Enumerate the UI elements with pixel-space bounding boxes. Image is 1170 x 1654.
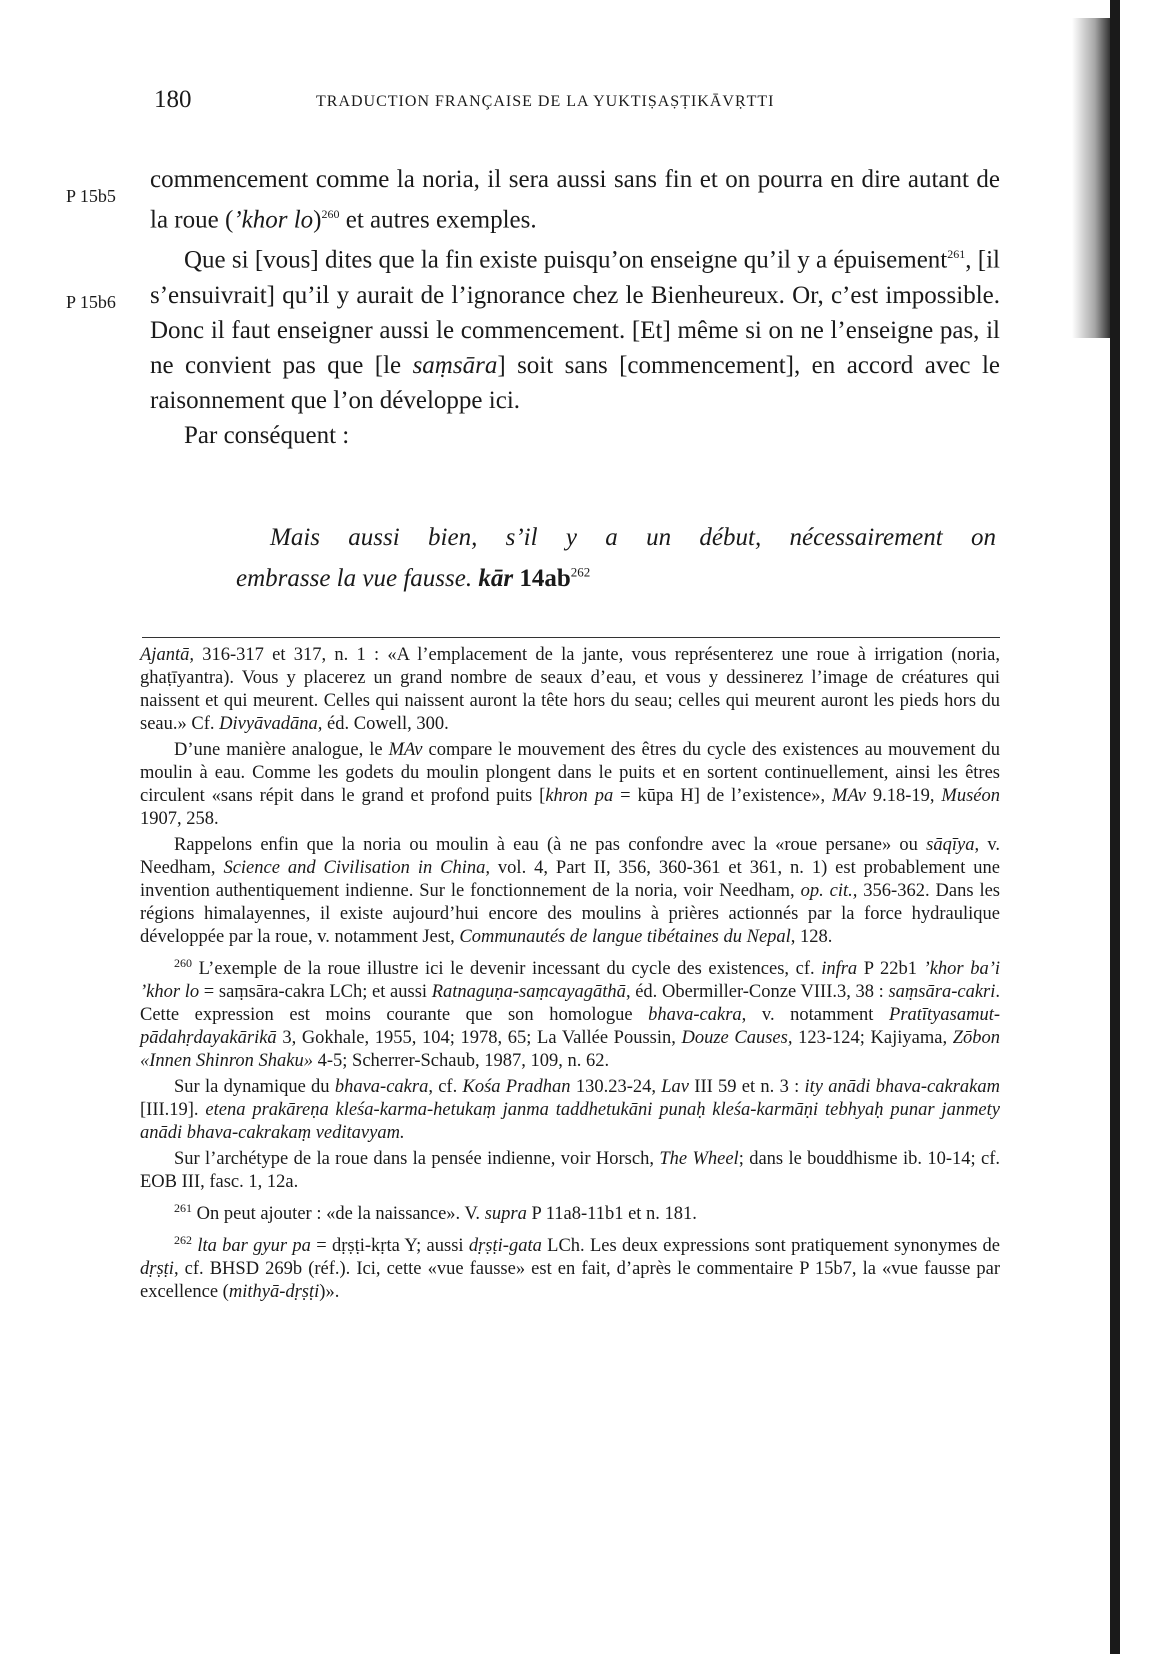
paragraph-3: Par conséquent : [184,421,350,449]
footnote-260: $^{260}$ L’exemple de la roue illustre ici le devenir incessant du cycle des existences, cf. infra P 22b1 ’khor ba’i ’khor lo = saṃsāra-cakra LCh; et aussi Ratnaguṇa-saṃcayagāthā, éd. Obermiller-Conze VIII.3, 38 : saṃsāra-cakri. Cette expression est moins courante que son homologue bhava-cakra, v. notamment Pratītyasamut-pādahṛdayakārikā 3, Gokhale, 1955, 104; 1978, 65; La Vallée Poussin, Douze Causes, 123-124; Kajiyama, Zōbon «Innen Shinron Shaku» 4-5; Scherrer-Schaub, 1987, 109, n. 62. [140,956,1001,1072]
running-title: TRADUCTION FRANÇAISE DE LA YUKTIṢAṢṬIKĀVṚTTI [316,93,775,110]
footnote-ref-260[interactable]: 260 [321,207,340,221]
note-paragraph-bhava-cakra: Sur la dynamique du bhava-cakra, cf. Kośa Pradhan 130.23-24, Lav III 59 et n. 3 : ity anādi bhava-cakrakam [III.19]. etena prakāreṇa kleśa-karma-hetukaṃ janma taddhetukāni punaḥ kleśa-karmāṇi tebhyaḥ punar janmety anādi bhava-cakrakaṃ veditavyam. [140,1077,1000,1144]
footnote-261: $^{261}$ On peut ajouter : «de la naissance». V. supra P 11a8-11b1 et n. 181. [174,1201,697,1225]
note-paragraph-noria: Rappelons enfin que la noria ou moulin à eau (à ne pas confondre avec la «roue persane» ou sāqīya, v. Needham, Science and Civilisation in China, vol. 4, Part II, 356, 360-361 et 361, n. 1) est probablement une invention authentiquement indienne. Sur le fonctionnement de la noria, voir Needham, op. cit., 356-362. Dans les régions himalayennes, il existe aujourd’hui encore des moulins à prières actionnés par la force hydraulique développée par la roue, v. notamment Jest, Communautés de langue tibétaines du Nepal, 128. [140,835,1001,947]
note-continuation: Ajantā, 316-317 et 317, n. 1 : «A l’emplacement de la jante, vous représenterez une roue à irrigation (noria, ghaṭīyantra). Vous y placerez un grand nombre de seaux d’eau, et vous y dessinerez l’image de créatures qui naissent et qui meurent. Celles qui naissent auront la tête hors du seau; celles qui meurent auront les pieds hors du seau.» Cf. Divyāvadāna, éd. Cowell, 300. [140,645,1000,734]
scan-shadow [1072,18,1110,338]
paragraph-1: commencement comme la noria, il sera aussi sans fin et on pourra en dire autant de la roue (’khor lo)$^{260}$ et autres exemples. [150,166,1000,234]
verse-line-1: Mais aussi bien, s’il y a un début, nécessairement on [270,524,996,551]
margin-ref-15b6: P 15b6 [66,292,116,312]
note-paragraph-mav: D’une manière analogue, le MAv compare le mouvement des êtres du cycle des existences au mouvement du moulin à eau. Comme les godets du moulin plongent dans le puits et en sortent continuellement, ainsi les êtres circulent «sans répit dans le grand et profond puits [khron pa = kūpa H] de l’existence», MAv 9.18-19, Muséon 1907, 258. [140,740,1000,829]
footnote-ref-262[interactable]: 262 [570,565,591,580]
page-number: 180 [154,86,192,113]
margin-ref-15b5: P 15b5 [66,186,116,206]
scan-edge [1110,0,1120,1654]
paragraph-2: Que si [vous] dites que la fin existe puisqu’on enseigne qu’il y a épuisement$^{261}$, [il s’ensuivrait] qu’il y aurait de l’ignorance chez le Bienheureux. Or, c’est impossible. Donc il faut enseigner aussi le commencement. [Et] même si on ne l’enseigne pas, il ne convient pas que [le saṃsāra] soit sans [commencement], en accord avec le raisonnement que l’on développe ici. [150,246,1001,414]
verse-quote [236,520,996,596]
verse-line-2: embrasse la vue fausse. kār $14ab^{262}$ [236,565,591,593]
footnote-separator [142,637,1000,638]
note-paragraph-wheel: Sur l’archétype de la roue dans la pensée indienne, voir Horsch, The Wheel; dans le bouddhisme ib. 10-14; cf. EOB III, fasc. 1, 12a. [140,1149,1001,1193]
footnote-262: $^{262}$ lta bar gyur pa = dṛṣṭi-kṛta Y; aussi dṛṣṭi-gata LCh. Les deux expressions sont pratiquement synonymes de dṛṣṭi, cf. BHSD 269b (réf.). Ici, cette «vue fausse» est en fait, d’après le commentaire P 15b7, la «vue fausse par excellence (mithyā-dṛṣṭi)». [140,1233,1001,1303]
footnotes [140,644,1000,1307]
main-text [150,162,1000,453]
footnote-ref-261[interactable]: 261 [947,247,966,262]
